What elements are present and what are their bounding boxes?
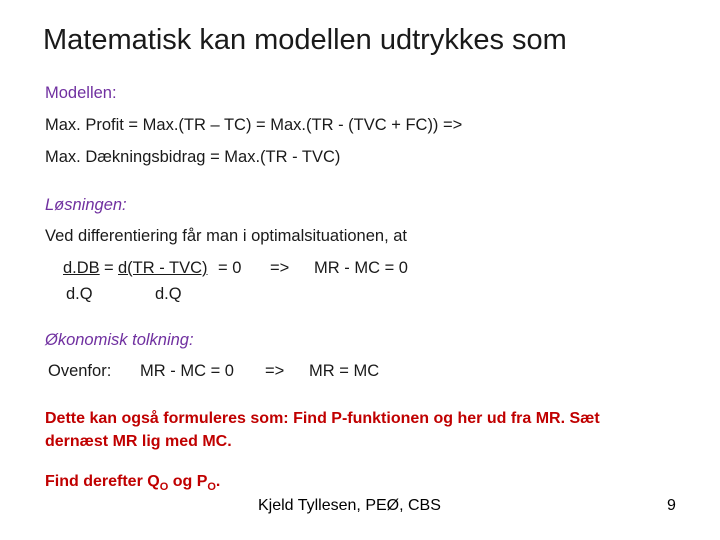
note-line-2: dernæst MR lig med MC.	[45, 433, 232, 450]
footer-author: Kjeld Tyllesen, PEØ, CBS	[258, 497, 441, 514]
equals-sign-1: =	[104, 259, 114, 277]
note-find-line	[45, 473, 220, 493]
equals-zero: = 0	[218, 259, 242, 277]
note-line-1: Dette kan også formuleres som: Find P-funktionen og her ud fra MR. Sæt	[45, 410, 600, 427]
fraction-denominator-1: d.Q	[66, 285, 93, 303]
modellen-line-2: Max. Dækningsbidrag = Max.(TR - TVC)	[45, 148, 341, 166]
modellen-heading: Modellen:	[45, 84, 117, 102]
ovenfor-expression: MR - MC = 0	[140, 362, 234, 380]
note-find-mid: og P	[168, 473, 208, 490]
fraction-numerator-tr-tvc: d(TR - TVC)	[118, 259, 208, 277]
note-sub-p: O	[207, 481, 216, 494]
modellen-line-1: Max. Profit = Max.(TR – TC) = Max.(TR - (TVC + FC)) =>	[45, 116, 463, 134]
note-find-prefix: Find derefter Q	[45, 473, 160, 490]
note-sub-q: O	[159, 481, 169, 494]
note-find-suffix: .	[215, 473, 221, 490]
ovenfor-result: MR = MC	[309, 362, 380, 380]
slide-title: Matematisk kan modellen udtrykkes som	[43, 24, 567, 56]
implies-arrow-2: =>	[265, 362, 285, 380]
ovenfor-label: Ovenfor:	[48, 362, 112, 380]
fraction-denominator-2: d.Q	[155, 285, 182, 303]
okonomisk-heading: Økonomisk tolkning:	[45, 331, 194, 349]
page-number: 9	[667, 497, 676, 514]
losningen-line-1: Ved differentiering får man i optimalsituationen, at	[45, 227, 407, 245]
implies-arrow-1: =>	[270, 259, 290, 277]
losningen-heading: Løsningen:	[45, 196, 127, 214]
result-mr-mc-zero: MR - MC = 0	[314, 259, 408, 277]
fraction-numerator-db: d.DB	[63, 259, 100, 277]
